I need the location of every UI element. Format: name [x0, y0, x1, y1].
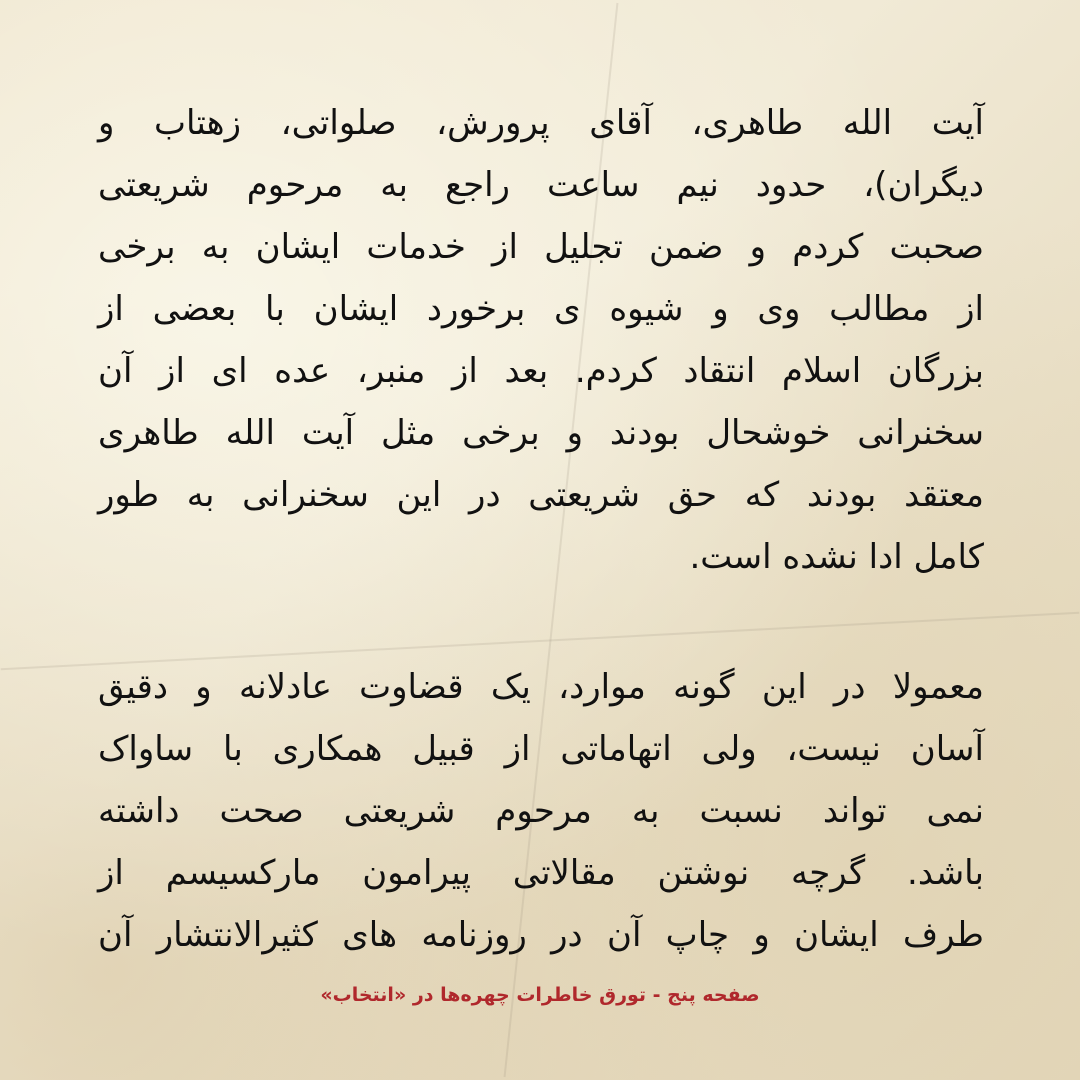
- paragraph-2: [98, 656, 984, 966]
- text-line: آیت الله طاهری، آقای پرورش، صلواتی، زهتاب و: [98, 103, 984, 143]
- text-line: سخنرانی خوشحال بودند و برخی مثل آیت الله طاهری: [98, 413, 984, 453]
- text-line: نمی تواند نسبت به مرحوم شریعتی صحت داشته: [98, 791, 984, 831]
- source-caption: صفحه پنج - تورق خاطرات چهره‌ها در «انتخاب»: [320, 984, 760, 1006]
- text-line: بزرگان اسلام انتقاد کردم. بعد از منبر، عده ای از آن: [98, 351, 984, 391]
- text-line: صحبت کردم و ضمن تجلیل از خدمات ایشان به برخی: [98, 227, 984, 267]
- text-line: دیگران)، حدود نیم ساعت راجع به مرحوم شریعتی: [98, 165, 984, 205]
- text-line: معمولا در این گونه موارد، یک قضاوت عادلانه و دقیق: [98, 667, 984, 707]
- text-line: از مطالب وی و شیوه ی برخورد ایشان با بعضی از: [98, 289, 984, 329]
- text-line: معتقد بودند که حق شریعتی در این سخنرانی به طور: [98, 475, 984, 515]
- paragraph-1: [98, 92, 984, 588]
- text-line: باشد. گرچه نوشتن مقالاتی پیرامون مارکسیسم از: [98, 853, 984, 893]
- text-line: آسان نیست، ولی اتهاماتی از قبیل همکاری با ساواک: [98, 729, 984, 769]
- text-line: کامل ادا نشده است.: [689, 537, 984, 577]
- text-line: طرف ایشان و چاپ آن در روزنامه های کثیرالانتشار آن: [98, 915, 984, 955]
